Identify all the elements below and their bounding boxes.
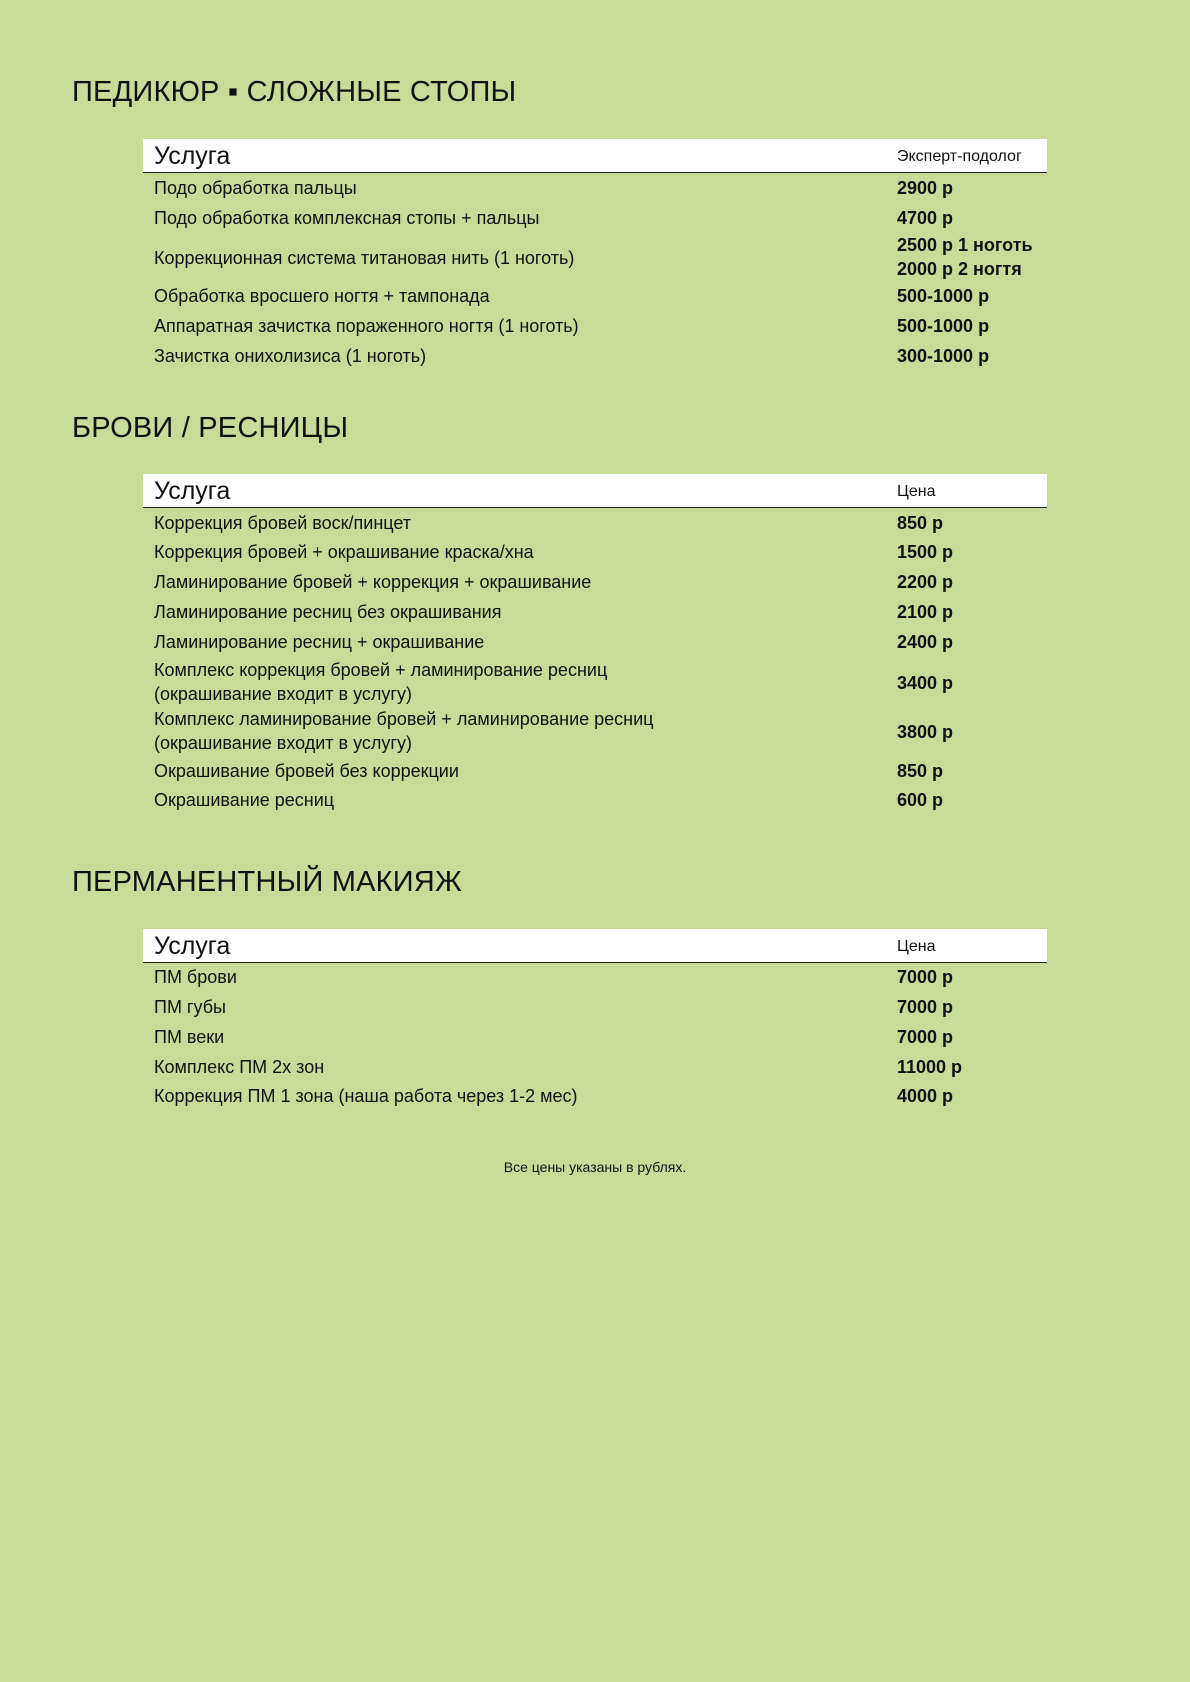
table-row [143, 203, 1047, 233]
table-row [143, 311, 1047, 341]
table-row [143, 598, 1047, 628]
service-name: Аппаратная зачистка пораженного ногтя (1 ноготь) [154, 316, 579, 336]
prices-footnote: Все цены указаны в рублях. [503, 1159, 687, 1175]
table-header [143, 474, 1047, 508]
service-name: Подо обработка комплексная стопы + пальцы [154, 208, 540, 228]
column-header-price: Цена [897, 483, 936, 500]
table-row [143, 993, 1047, 1023]
section-title: ПЕРМАНЕНТНЫЙ МАКИЯЖ [72, 866, 462, 898]
table-row [143, 568, 1047, 598]
service-price: 300-1000 р [897, 346, 990, 366]
price-table [143, 929, 1047, 1113]
service-name: Ламинирование бровей + коррекция + окрашивание [154, 572, 592, 592]
service-name: Окрашивание бровей без коррекции [154, 761, 459, 781]
service-name-note: (окрашивание входит в услугу) [154, 684, 412, 704]
service-name: Коррекция бровей + окрашивание краска/хна [154, 542, 534, 562]
table-header [143, 139, 1047, 173]
section-title: ПЕДИКЮР ▪ СЛОЖНЫЕ СТОПЫ [72, 76, 517, 108]
service-name: Окрашивание ресниц [154, 790, 335, 810]
price-table [143, 139, 1047, 371]
service-name: Комплекс ламинирование бровей + ламинирование ресниц [154, 709, 654, 729]
service-price: 4700 р [897, 208, 954, 228]
service-name: Ламинирование ресниц без окрашивания [154, 602, 502, 622]
service-price: 600 р [897, 790, 944, 810]
table-row [143, 706, 1047, 756]
table-row [143, 341, 1047, 371]
service-price: 4000 р [897, 1086, 954, 1106]
service-price: 850 р [897, 761, 944, 781]
table-row [143, 538, 1047, 568]
service-price: 7000 р [897, 967, 954, 987]
service-price: 500-1000 р [897, 316, 990, 336]
service-name: Обработка вросшего ногтя + тампонада [154, 286, 490, 306]
column-header-service: Услуга [154, 142, 231, 170]
table-row [143, 173, 1047, 203]
column-header-service: Услуга [154, 477, 231, 505]
table-row [143, 786, 1047, 816]
table-header [143, 929, 1047, 963]
table-row [143, 508, 1047, 538]
service-name: Ламинирование ресниц + окрашивание [154, 632, 485, 652]
service-name-note: (окрашивание входит в услугу) [154, 733, 412, 753]
service-name: Коррекционная система титановая нить (1 ноготь) [154, 248, 575, 268]
service-name: Подо обработка пальцы [154, 178, 357, 198]
service-price: 7000 р [897, 1027, 954, 1047]
service-price: 2200 р [897, 572, 954, 592]
service-price: 2100 р [897, 602, 954, 622]
service-name: Зачистка онихолизиса (1 ноготь) [154, 346, 427, 366]
service-name: ПМ брови [154, 967, 237, 987]
column-header-service: Услуга [154, 932, 231, 960]
service-name: Коррекция ПМ 1 зона (наша работа через 1-2 мес) [154, 1086, 578, 1106]
service-name: Комплекс коррекция бровей + ламинирование ресниц [154, 660, 608, 680]
service-price: 11000 р [897, 1057, 963, 1077]
service-name: ПМ веки [154, 1027, 225, 1047]
table-row [143, 756, 1047, 786]
service-price: 2400 р [897, 632, 954, 652]
service-price-secondary: 2000 р 2 ногтя [897, 259, 1022, 279]
service-name: Комплекс ПМ 2х зон [154, 1057, 325, 1077]
service-price: 3800 р [897, 722, 954, 742]
table-row [143, 658, 1047, 706]
service-price: 3400 р [897, 673, 954, 693]
price-table [143, 474, 1047, 816]
table-row [143, 963, 1047, 993]
table-row [143, 1023, 1047, 1053]
table-row [143, 628, 1047, 658]
service-price: 7000 р [897, 997, 954, 1017]
section-title: БРОВИ / РЕСНИЦЫ [72, 412, 349, 444]
service-price: 500-1000 р [897, 286, 990, 306]
service-name: Коррекция бровей воск/пинцет [154, 513, 412, 533]
table-row [143, 281, 1047, 311]
column-header-price: Цена [897, 938, 936, 955]
table-row [143, 1083, 1047, 1113]
table-row [143, 233, 1047, 281]
service-price: 850 р [897, 513, 944, 533]
column-header-price: Эксперт-подолог [897, 148, 1022, 165]
service-name: ПМ губы [154, 997, 226, 1017]
service-price: 2500 р 1 ноготь [897, 235, 1033, 255]
table-row [143, 1053, 1047, 1083]
service-price: 1500 р [897, 542, 954, 562]
service-price: 2900 р [897, 178, 954, 198]
